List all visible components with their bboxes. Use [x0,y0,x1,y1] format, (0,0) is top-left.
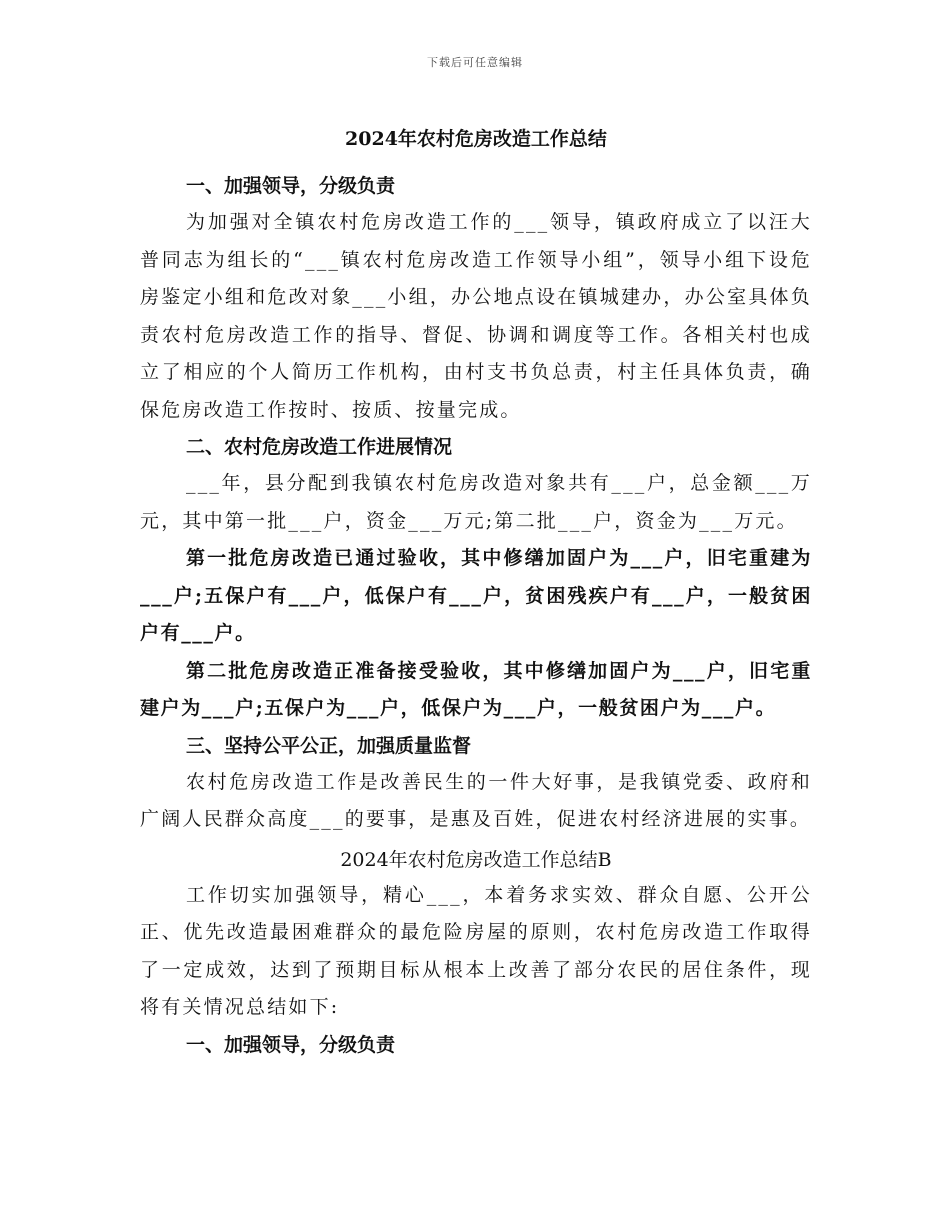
section2-heading: 二、农村危房改造工作进展情况 [186,436,453,458]
section3-paragraph: 农村危房改造工作是改善民生的一件大好事，是我镇党委、政府和广阔人民群众高度___的要事，是惠及百姓，促进农村经济进展的实事。 [140,770,812,830]
section3-heading: 三、坚持公平公正，加强质量监督 [186,734,472,757]
section1-heading: 一、加强领导，分级负责 [186,175,396,197]
document-title: 2024年农村危房改造工作总结 [345,128,607,150]
section2-paragraph-3: 第二批危房改造正准备接受验收，其中修缮加固户为___户，旧宅重建户为___户;五保户为___户，低保户为___户，一般贫困户为___户。 [140,659,812,719]
section2-paragraph-1: ___年，县分配到我镇农村危房改造对象共有___户，总金额___万元，其中第一批___户，资金___万元;第二批___户，资金为___万元。 [140,472,812,532]
b-intro-paragraph: 工作切实加强领导，精心___，本着务求实效、群众自愿、公开公正、优先改造最困难群众的最危险房屋的原则，农村危房改造工作取得了一定成效，达到了预期目标从根本上改善了部分农民的居住条件，现将有关情况总结如下: [140,883,812,1018]
document-body [140,122,812,1063]
header-note: 下载后可任意编辑 [427,56,523,69]
b-section1-heading: 一、加强领导，分级负责 [186,1033,396,1056]
document-title-b: 2024年农村危房改造工作总结B [340,848,612,871]
section2-paragraph-2: 第一批危房改造已通过验收，其中修缮加固户为___户，旧宅重建为___户;五保户有___户，低保户有___户，贫困残疾户有___户，一般贫困户有___户。 [140,547,812,644]
section1-paragraph: 为加强对全镇农村危房改造工作的___领导，镇政府成立了以汪大普同志为组长的“___镇农村危房改造工作领导小组”，领导小组下设危房鉴定小组和危改对象___小组，办公地点设在镇城建办，办公室具体负责农村危房改造工作的指导、督促、协调和调度等工作。各相关村也成立了相应的个人简历工作机构，由村支书负总责，村主任具体负责，确保危房改造工作按时、按质、按量完成。 [140,211,812,421]
